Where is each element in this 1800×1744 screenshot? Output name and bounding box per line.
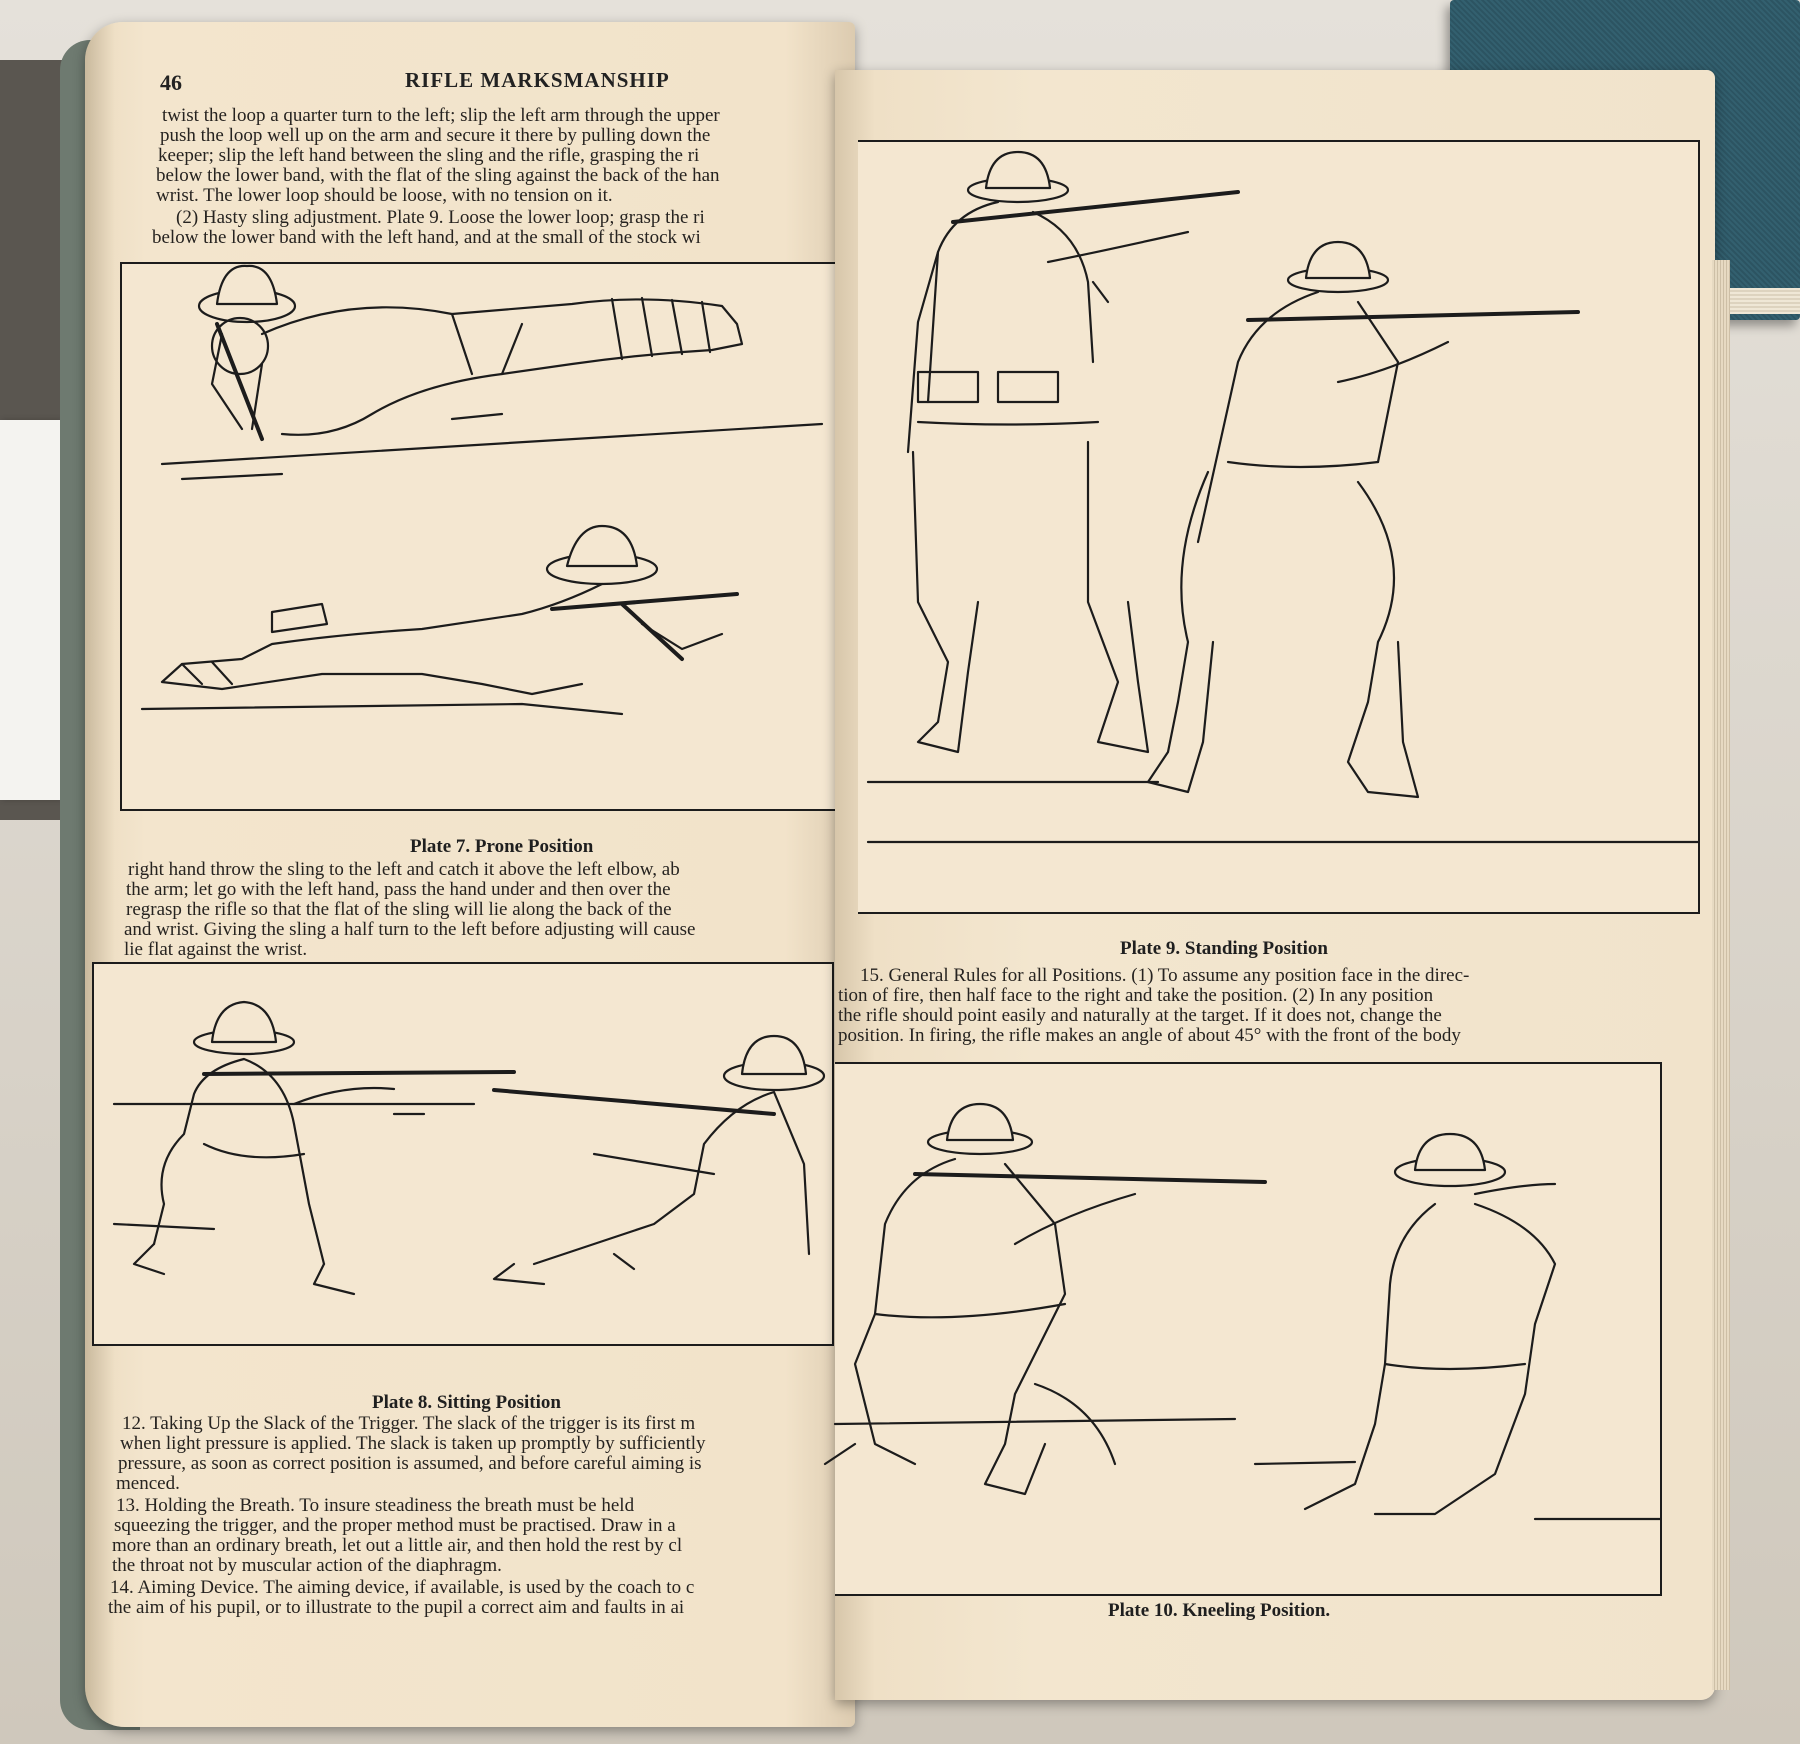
text-line: right hand throw the sling to the left and catch it above the left elbow, ab — [128, 859, 680, 880]
text-line: wrist. The lower loop should be loose, with no tension on it. — [156, 185, 613, 206]
text-line: the arm; let go with the left hand, pass the hand under and then over the — [126, 879, 671, 900]
prone-soldiers-drawing — [122, 264, 848, 809]
text-line: regrasp the rifle so that the flat of the sling will lie along the back of the — [126, 899, 672, 920]
right-page-edges — [1712, 260, 1730, 1690]
text-line: 14. Aiming Device. The aiming device, if available, is used by the coach to c — [110, 1577, 695, 1598]
text-line: keeper; slip the left hand between the sling and the rifle, grasping the ri — [158, 145, 700, 166]
kneeling-soldiers-drawing — [835, 1064, 1660, 1594]
text-line: menced. — [116, 1473, 180, 1494]
text-line: 15. General Rules for all Positions. (1) To assume any position face in the direc- — [860, 965, 1470, 986]
text-line: (2) Hasty sling adjustment. Plate 9. Loose the lower loop; grasp the ri — [176, 207, 705, 228]
plate-8-caption: Plate 8. Sitting Position — [372, 1392, 561, 1413]
text-line: more than an ordinary breath, let out a little air, and then hold the rest by cl — [112, 1535, 683, 1556]
sitting-soldiers-drawing — [94, 964, 832, 1344]
text-line: push the loop well up on the arm and secure it there by pulling down the — [160, 125, 711, 146]
text-line: pressure, as soon as correct position is assumed, and before careful aiming is — [118, 1453, 702, 1474]
text-line: and wrist. Giving the sling a half turn to the left before adjusting will cause — [124, 919, 696, 940]
text-line: below the lower band with the left hand, and at the small of the stock wi — [152, 227, 701, 248]
running-title: RIFLE MARKSMANSHIP — [405, 68, 670, 92]
text-line: when light pressure is applied. The slack is taken up promptly by sufficiently — [120, 1433, 706, 1454]
white-paper-roll — [0, 420, 60, 800]
text-line: tion of fire, then half face to the right and take the position. (2) In any position — [838, 985, 1434, 1006]
plate-7-caption: Plate 7. Prone Position — [410, 836, 594, 857]
text-line: below the lower band, with the flat of the sling against the back of the han — [156, 165, 720, 186]
page-number: 46 — [160, 70, 182, 95]
text-line: position. In firing, the rifle makes an angle of about 45° with the front of the body — [838, 1025, 1461, 1046]
text-line: squeezing the trigger, and the proper method must be practised. Draw in a — [114, 1515, 676, 1536]
plate-10-illustration — [835, 1062, 1662, 1596]
text-line: the rifle should point easily and naturally at the target. If it does not, change the — [838, 1005, 1442, 1026]
text-line: lie flat against the wrist. — [124, 939, 308, 960]
text-line: twist the loop a quarter turn to the left; slip the left arm through the upper — [162, 105, 720, 126]
text-line: the throat not by muscular action of the diaphragm. — [112, 1555, 502, 1576]
text-line: 13. Holding the Breath. To insure steadiness the breath must be held — [116, 1495, 635, 1516]
text-line: the aim of his pupil, or to illustrate to the pupil a correct aim and faults in ai — [108, 1597, 685, 1618]
text-line: 12. Taking Up the Slack of the Trigger. The slack of the trigger is its first m — [122, 1413, 696, 1434]
plate-9-caption: Plate 9. Standing Position — [1120, 938, 1328, 959]
plate-10-caption: Plate 10. Kneeling Position. — [1108, 1600, 1331, 1621]
plate-9-illustration — [858, 140, 1700, 914]
plate-7-illustration — [120, 262, 850, 811]
plate-8-illustration — [92, 962, 834, 1346]
standing-soldiers-drawing — [858, 142, 1698, 912]
